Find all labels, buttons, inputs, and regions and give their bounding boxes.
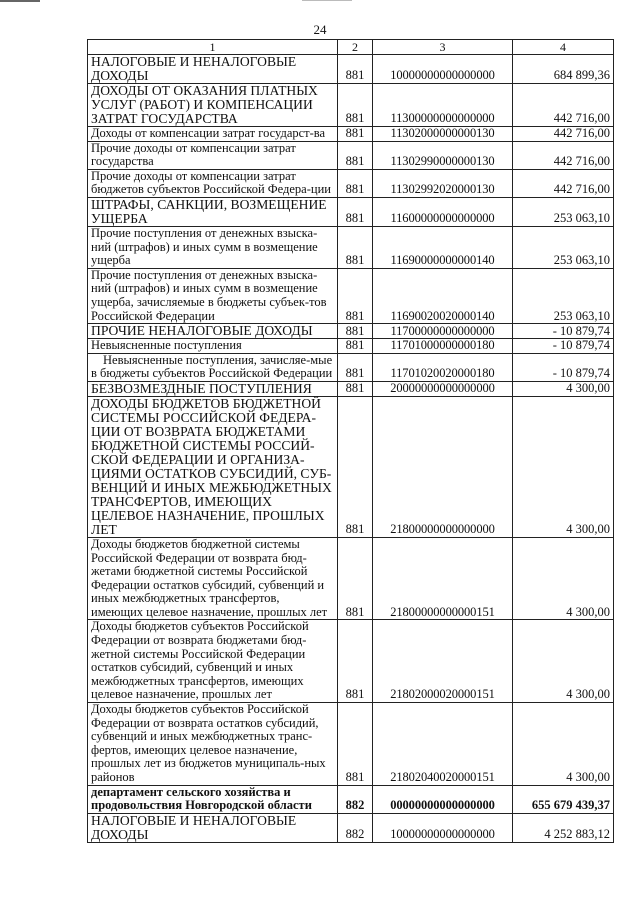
row-name: Прочие доходы от компенсации затрат бюджетов субъектов Российской Федера-ции: [88, 169, 338, 197]
scan-edge-mark: [0, 0, 40, 2]
row-name: департамент сельского хозяйства и продовольствия Новгородской области: [88, 785, 338, 813]
column-header-admin-code: 2: [338, 40, 373, 55]
table-row: [88, 169, 614, 197]
row-admin-code: 881: [338, 353, 373, 381]
row-admin-code: 881: [338, 141, 373, 169]
row-kbk-code: 10000000000000000: [373, 813, 513, 842]
row-name: ДОХОДЫ ОТ ОКАЗАНИЯ ПЛАТНЫХ УСЛУГ (РАБОТ) И КОМПЕНСАЦИИ ЗАТРАТ ГОСУДАРСТВА: [88, 84, 338, 127]
row-admin-code: 881: [338, 339, 373, 354]
table-row: [88, 339, 614, 354]
table-row: [88, 353, 614, 381]
row-name: Доходы бюджетов бюджетной системы Российской Федерации от возврата бюд-жетами бюджетной системы Российской Федерации остатков субсидий, субвенций и иных межбюджетных трансфертов, имеющих целевое назначение, прошлых лет: [88, 537, 338, 620]
row-amount: 4 252 883,12: [513, 813, 614, 842]
table-row: [88, 268, 614, 323]
row-admin-code: 881: [338, 396, 373, 537]
row-name: Доходы бюджетов субъектов Российской Федерации от возврата остатков субсидий, субвенций и иных межбюджетных транс-фертов, имеющих целевое назначение, прошлых лет из бюджетов муниципаль-ных районов: [88, 703, 338, 786]
row-kbk-code: 11300000000000000: [373, 84, 513, 127]
row-kbk-code: 11701000000000180: [373, 339, 513, 354]
row-admin-code: 881: [338, 84, 373, 127]
row-kbk-code: 00000000000000000: [373, 785, 513, 813]
row-name: ДОХОДЫ БЮДЖЕТОВ БЮДЖЕТНОЙ СИСТЕМЫ РОССИЙСКОЙ ФЕДЕРА-ЦИИ ОТ ВОЗВРАТА БЮДЖЕТАМИ БЮДЖЕТНОЙ СИСТЕМЫ РОССИЙ-СКОЙ ФЕДЕРАЦИИ И ОРГАНИЗА-ЦИЯМИ ОСТАТКОВ СУБСИДИЙ, СУБ-ВЕНЦИЙ И ИНЫХ МЕЖБЮДЖЕТНЫХ ТРАНСФЕРТОВ, ИМЕЮЩИХ ЦЕЛЕВОЕ НАЗНАЧЕНИЕ, ПРОШЛЫХ ЛЕТ: [88, 396, 338, 537]
row-amount: 4 300,00: [513, 537, 614, 620]
row-name: НАЛОГОВЫЕ И НЕНАЛОГОВЫЕ ДОХОДЫ: [88, 55, 338, 84]
row-amount: 655 679 439,37: [513, 785, 614, 813]
row-kbk-code: 11302992020000130: [373, 169, 513, 197]
table-row: [88, 381, 614, 396]
row-name: ПРОЧИЕ НЕНАЛОГОВЫЕ ДОХОДЫ: [88, 324, 338, 339]
table-row: [88, 141, 614, 169]
table-body: [88, 55, 614, 843]
row-amount: 253 063,10: [513, 226, 614, 268]
row-amount: 4 300,00: [513, 620, 614, 703]
row-amount: 684 899,36: [513, 55, 614, 84]
row-admin-code: 881: [338, 381, 373, 396]
scan-edge-mark: [302, 0, 352, 1]
table-row: [88, 127, 614, 142]
row-amount: 4 300,00: [513, 381, 614, 396]
row-amount: 4 300,00: [513, 396, 614, 537]
row-kbk-code: 21800000000000000: [373, 396, 513, 537]
table-row: [88, 396, 614, 537]
row-amount: - 10 879,74: [513, 339, 614, 354]
row-name: Прочие поступления от денежных взыска-ний (штрафов) и иных сумм в возмещение ущерба, зачисляемые в бюджеты субъек-тов Российской Федерации: [88, 268, 338, 323]
row-kbk-code: 21800000000000151: [373, 537, 513, 620]
row-admin-code: 882: [338, 813, 373, 842]
row-admin-code: 881: [338, 55, 373, 84]
row-name: Невыясненные поступления, зачисляе-мые в бюджеты субъектов Российской Федерации: [88, 353, 338, 381]
row-kbk-code: 11701020020000180: [373, 353, 513, 381]
row-name: Доходы от компенсации затрат государст-ва: [88, 127, 338, 142]
row-amount: - 10 879,74: [513, 353, 614, 381]
row-amount: 4 300,00: [513, 703, 614, 786]
row-admin-code: 881: [338, 703, 373, 786]
row-admin-code: 881: [338, 268, 373, 323]
table-row: [88, 197, 614, 226]
row-kbk-code: 20000000000000000: [373, 381, 513, 396]
row-amount: 442 716,00: [513, 84, 614, 127]
row-kbk-code: 10000000000000000: [373, 55, 513, 84]
table-row: [88, 620, 614, 703]
table-row: [88, 55, 614, 84]
row-kbk-code: 21802040020000151: [373, 703, 513, 786]
column-header-amount: 4: [513, 40, 614, 55]
row-admin-code: 882: [338, 785, 373, 813]
row-amount: 442 716,00: [513, 127, 614, 142]
table-header-row: [88, 40, 614, 55]
row-admin-code: 881: [338, 127, 373, 142]
table-row: [88, 84, 614, 127]
row-kbk-code: 11302000000000130: [373, 127, 513, 142]
row-admin-code: 881: [338, 169, 373, 197]
row-name: БЕЗВОЗМЕЗДНЫЕ ПОСТУПЛЕНИЯ: [88, 381, 338, 396]
row-admin-code: 881: [338, 324, 373, 339]
row-admin-code: 881: [338, 620, 373, 703]
row-kbk-code: 11600000000000000: [373, 197, 513, 226]
table-row: [88, 537, 614, 620]
row-amount: - 10 879,74: [513, 324, 614, 339]
row-amount: 253 063,10: [513, 197, 614, 226]
row-kbk-code: 11700000000000000: [373, 324, 513, 339]
table-row: [88, 226, 614, 268]
row-kbk-code: 21802000020000151: [373, 620, 513, 703]
row-kbk-code: 11690000000000140: [373, 226, 513, 268]
row-name: Прочие поступления от денежных взыска-ний (штрафов) и иных сумм в возмещение ущерба: [88, 226, 338, 268]
row-kbk-code: 11302990000000130: [373, 141, 513, 169]
table-row: [88, 324, 614, 339]
row-amount: 442 716,00: [513, 141, 614, 169]
row-name: ШТРАФЫ, САНКЦИИ, ВОЗМЕЩЕНИЕ УЩЕРБА: [88, 197, 338, 226]
row-name: НАЛОГОВЫЕ И НЕНАЛОГОВЫЕ ДОХОДЫ: [88, 813, 338, 842]
row-admin-code: 881: [338, 197, 373, 226]
table-row: [88, 813, 614, 842]
table-row: [88, 703, 614, 786]
row-admin-code: 881: [338, 226, 373, 268]
page-number: 24: [313, 22, 327, 37]
row-admin-code: 881: [338, 537, 373, 620]
column-header-kbk: 3: [373, 40, 513, 55]
revenue-table: [87, 39, 614, 843]
row-name: Прочие доходы от компенсации затрат государства: [88, 141, 338, 169]
row-name: Доходы бюджетов субъектов Российской Федерации от возврата бюджетами бюд-жетной системы Российской Федерации остатков субсидий, субвенций и иных межбюджетных трансфертов, имеющих целевое назначение, прошлых лет: [88, 620, 338, 703]
column-header-name: 1: [88, 40, 338, 55]
row-name: Невыясненные поступления: [88, 339, 338, 354]
row-amount: 253 063,10: [513, 268, 614, 323]
row-amount: 442 716,00: [513, 169, 614, 197]
row-kbk-code: 11690020020000140: [373, 268, 513, 323]
table-row: [88, 785, 614, 813]
